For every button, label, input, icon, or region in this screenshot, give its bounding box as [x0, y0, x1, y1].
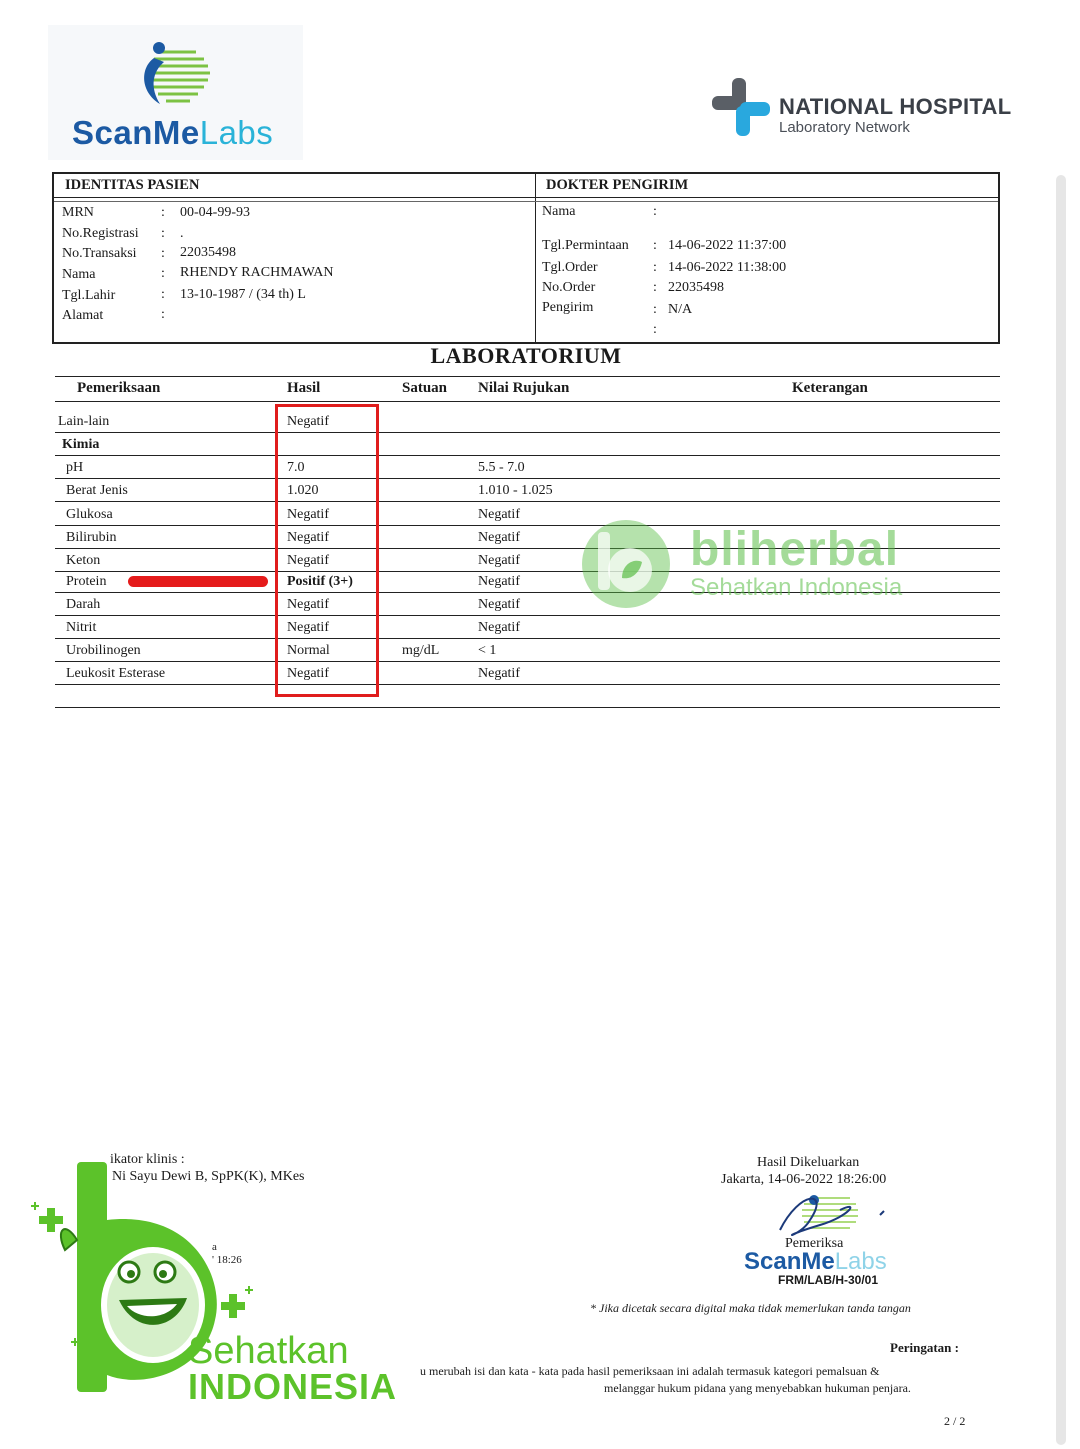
- sehatkan-text: Sehatkan: [188, 1330, 349, 1372]
- row-ref: Negatif: [478, 666, 520, 681]
- doctor-label-permintaan: Tgl.Permintaan: [542, 238, 629, 253]
- doctor-label-order: Tgl.Order: [542, 260, 598, 275]
- row-result: Negatif: [287, 414, 329, 429]
- row-result: 1.020: [287, 483, 319, 498]
- patient-value-transaksi: 22035498: [180, 245, 236, 260]
- hospital-subtitle: Laboratory Network: [779, 119, 910, 136]
- row-result-positive: Positif (3+): [287, 574, 353, 589]
- table-rule: [55, 401, 1000, 402]
- row-ref: 1.010 - 1.025: [478, 483, 553, 498]
- row-name: Keton: [66, 553, 101, 568]
- validator-name: Ni Sayu Dewi B, SpPK(K), MKes: [112, 1169, 305, 1184]
- patient-value-lahir: 13-10-1987 / (34 th) L: [180, 287, 306, 302]
- table-rule: [55, 478, 1000, 479]
- row-ref: Negatif: [478, 597, 520, 612]
- row-result: Negatif: [287, 666, 329, 681]
- col-header-hasil: Hasil: [287, 380, 321, 396]
- scanmelabs-logo-icon: [138, 40, 214, 110]
- patient-label-nama: Nama: [62, 267, 96, 282]
- row-section: Kimia: [62, 437, 100, 452]
- row-name: Lain-lain: [58, 414, 110, 429]
- warning-line-1: u merubah isi dan kata - kata pada hasil pemeriksaan ini adalah termasuk kategori pemalsuan &: [420, 1364, 880, 1378]
- scanmelabs-wordmark: ScanMeLabs: [72, 114, 274, 151]
- patient-label-lahir: Tgl.Lahir: [62, 288, 116, 303]
- lab-report-page: ScanMeLabs NATIONAL HOSPITAL Laboratory Network IDENTITAS PASIEN DOKTER PENGIRIM MRN : 00-04-99-93 No.Registrasi : . No.Transaksi : 22035498 Nama : RHENDY RACHMAWAN Tgl.Lahir : 13-10-1987 / (34 th) L Alamat : Nama : Tgl.Permintaan : 14-06-2022 11:37:00 Tgl.Order : 14-06-2022 11:38:00 No.Order : 22035498 Pengirim : N/A : LABORATORIUM Pemeriksaan Hasil Satuan Nilai Rujukan Keterangan Lain-lain Negatif Kimia pH 7.0 5.5 - 7.0 Berat Jenis 1.020 1.010 - 1.025 Glukosa Negatif Negatif Bilirubin Negatif Negatif Keton Negatif Negatif Protein Positif (3+) Negatif Darah Negatif Negatif Nitrit Negatif Negatif Urobilinogen Normal mg/dL < 1 Leukosit Esterase Negatif Negatif bliherbal Sehatkan Indonesia ikator klinis : Ni Sayu Dewi B, SpPK(K), MKes a ' 18:26 Sehatkan INDONESIA Hasil Dikeluarkan Jakarta, 14-06-2022 18:26:00 Pemeriksa ScanMeLabs FRM/LAB/H-30/01 * Jika dicetak secara digital maka tidak memerlukan tanda tangan Peringatan : u merubah isi dan kata - kata pada hasil pemeriksaan ini adalah termasuk kategori pemalsuan & melanggar hukum pidana yang menyebabkan hukuman penjara. 2 / 2: [0, 0, 1080, 1449]
- row-name: Berat Jenis: [66, 483, 128, 498]
- warning-line-2: melanggar hukum pidana yang menyebabkan hukuman penjara.: [604, 1381, 911, 1395]
- issued-label: Hasil Dikeluarkan: [757, 1155, 860, 1170]
- row-ref: Negatif: [478, 574, 520, 589]
- patient-value-nama: RHENDY RACHMAWAN: [180, 265, 334, 280]
- bliherbal-watermark-icon: [580, 518, 672, 610]
- examiner-label: Pemeriksa: [785, 1236, 844, 1251]
- result-highlight-box: [275, 404, 379, 697]
- patient-label-mrn: MRN: [62, 205, 94, 220]
- doctor-value-no-order: 22035498: [668, 280, 724, 295]
- row-name: Nitrit: [66, 620, 97, 635]
- bliherbal-watermark-tagline: Sehatkan Indonesia: [690, 574, 903, 601]
- row-result: Negatif: [287, 553, 329, 568]
- row-result: Normal: [287, 643, 330, 658]
- row-name: Darah: [66, 597, 101, 612]
- row-ref: Negatif: [478, 530, 520, 545]
- row-ref: Negatif: [478, 507, 520, 522]
- national-hospital-cross-icon: [710, 76, 772, 138]
- table-rule: [55, 661, 1000, 662]
- patient-value-mrn: 00-04-99-93: [180, 205, 250, 220]
- indonesia-text: INDONESIA: [188, 1366, 398, 1407]
- row-result: Negatif: [287, 507, 329, 522]
- row-unit: mg/dL: [402, 643, 440, 658]
- page-number: 2 / 2: [944, 1414, 966, 1428]
- row-name: Protein: [66, 574, 107, 589]
- stamp-wordmark: ScanMeLabs: [744, 1248, 887, 1275]
- warning-title: Peringatan :: [890, 1340, 959, 1355]
- patient-label-registrasi: No.Registrasi: [62, 226, 139, 241]
- row-ref: < 1: [478, 643, 497, 658]
- row-ref: Negatif: [478, 620, 520, 635]
- red-highlight-stroke: [128, 576, 268, 587]
- issued-value: Jakarta, 14-06-2022 18:26:00: [721, 1172, 887, 1187]
- row-name: Bilirubin: [66, 530, 117, 545]
- doctor-label-pengirim: Pengirim: [542, 300, 594, 315]
- lab-title: LABORATORIUM: [430, 343, 622, 368]
- table-rule: [55, 432, 1000, 433]
- patient-label-transaksi: No.Transaksi: [62, 246, 137, 261]
- digital-note: * Jika dicetak secara digital maka tidak memerlukan tanda tangan: [590, 1301, 911, 1315]
- col-header-keterangan: Keterangan: [792, 380, 868, 396]
- table-rule: [55, 376, 1000, 377]
- table-rule: [55, 501, 1000, 502]
- doctor-value-permintaan: 14-06-2022 11:37:00: [668, 238, 787, 253]
- patient-value-registrasi: .: [180, 226, 184, 241]
- doctor-label-nama: Nama: [542, 204, 576, 219]
- row-ref: 5.5 - 7.0: [478, 460, 525, 475]
- table-rule: [55, 455, 1000, 456]
- row-result: 7.0: [287, 460, 305, 475]
- doctor-value-pengirim: N/A: [668, 302, 693, 317]
- table-rule: [55, 615, 1000, 616]
- row-name: pH: [66, 460, 84, 475]
- col-header-satuan: Satuan: [402, 380, 448, 396]
- table-rule: [55, 638, 1000, 639]
- row-result: Negatif: [287, 597, 329, 612]
- col-header-nilai-rujukan: Nilai Rujukan: [478, 380, 570, 396]
- table-rule: [55, 707, 1000, 708]
- patient-label-alamat: Alamat: [62, 308, 104, 323]
- hospital-name: NATIONAL HOSPITAL: [779, 94, 1012, 119]
- patient-header: IDENTITAS PASIEN: [65, 177, 200, 193]
- doctor-header: DOKTER PENGIRIM: [546, 177, 689, 193]
- doctor-value-order: 14-06-2022 11:38:00: [668, 260, 787, 275]
- row-result: Negatif: [287, 620, 329, 635]
- row-result: Negatif: [287, 530, 329, 545]
- scrollbar[interactable]: [1056, 175, 1066, 1445]
- col-header-pemeriksaan: Pemeriksaan: [77, 380, 161, 396]
- form-code: FRM/LAB/H-30/01: [778, 1273, 879, 1287]
- table-rule: [55, 684, 1000, 685]
- doctor-label-no-order: No.Order: [542, 280, 596, 295]
- bliherbal-watermark-name: bliherbal: [690, 523, 900, 576]
- row-ref: Negatif: [478, 553, 520, 568]
- validator-fragment: a: [212, 1241, 217, 1253]
- validator-label: ikator klinis :: [110, 1152, 185, 1167]
- row-name: Glukosa: [66, 507, 113, 522]
- row-name: Leukosit Esterase: [66, 666, 166, 681]
- row-name: Urobilinogen: [66, 643, 141, 658]
- validator-time-fragment: ' 18:26: [212, 1254, 242, 1266]
